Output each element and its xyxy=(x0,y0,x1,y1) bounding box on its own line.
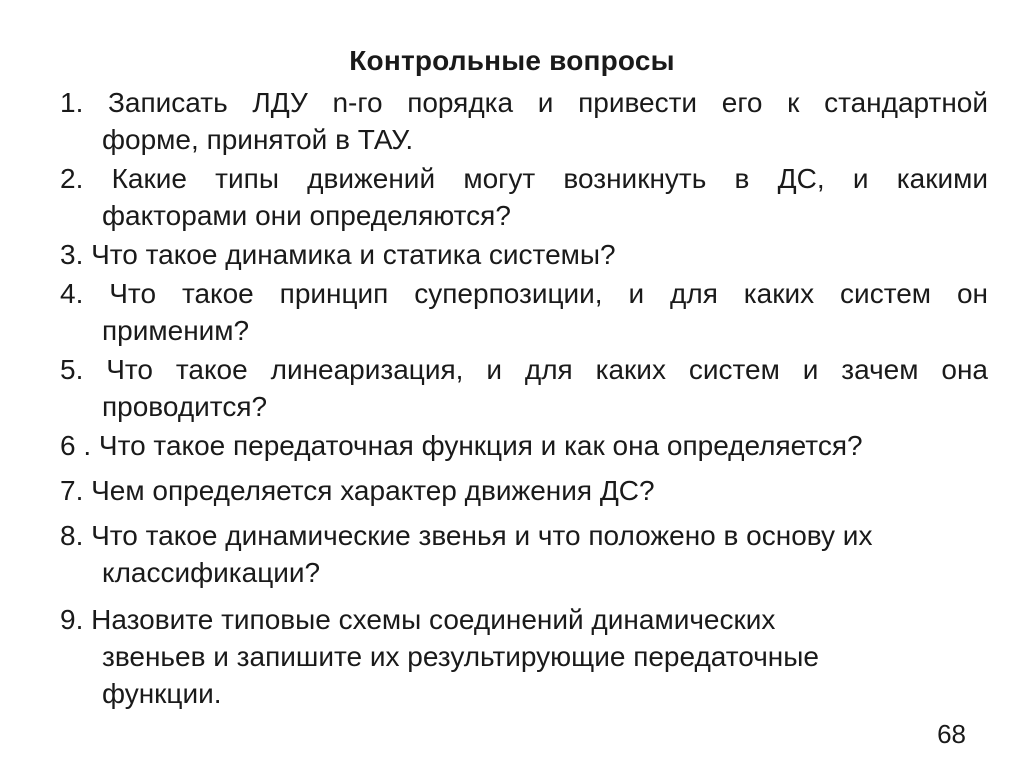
question-9-line-2: звеньев и запишите их результирующие передаточные xyxy=(102,641,819,672)
question-4 xyxy=(60,275,988,349)
question-5-line-2: проводится? xyxy=(102,391,268,422)
question-3 xyxy=(60,236,988,273)
question-1-line-1: 1. Записать ЛДУ n-го порядка и привести его к стандартной xyxy=(60,87,988,118)
question-5-line-1: 5. Что такое линеаризация, и для каких систем и зачем она xyxy=(60,354,988,385)
question-2 xyxy=(60,160,988,234)
question-1 xyxy=(60,84,988,158)
question-8 xyxy=(60,517,988,591)
question-5 xyxy=(60,351,988,425)
question-1-line-2: форме, принятой в ТАУ. xyxy=(102,124,414,155)
question-6-line-1: 6 . Что такое передаточная функция и как она определяется? xyxy=(60,430,863,461)
page-number: 68 xyxy=(937,719,966,749)
question-8-line-2: классификации? xyxy=(102,557,321,588)
question-2-line-1: 2. Какие типы движений могут возникнуть в ДС, и какими xyxy=(60,163,988,194)
question-9 xyxy=(60,601,988,712)
question-3-line-1: 3. Что такое динамика и статика системы? xyxy=(60,239,616,270)
question-9-line-3: функции. xyxy=(102,678,222,709)
questions-list xyxy=(60,84,988,712)
slide-title: Контрольные вопросы xyxy=(349,45,675,76)
question-8-line-1: 8. Что такое динамические звенья и что положено в основу их xyxy=(60,520,873,551)
question-4-line-1: 4. Что такое принцип суперпозиции, и для каких систем он xyxy=(60,278,988,309)
question-7-line-1: 7. Чем определяется характер движения ДС? xyxy=(60,475,655,506)
question-9-line-1: 9. Назовите типовые схемы соединений динамических xyxy=(60,604,776,635)
question-4-line-2: применим? xyxy=(102,315,250,346)
question-2-line-2: факторами они определяются? xyxy=(102,200,511,231)
question-7 xyxy=(60,472,988,509)
question-6 xyxy=(60,427,988,464)
